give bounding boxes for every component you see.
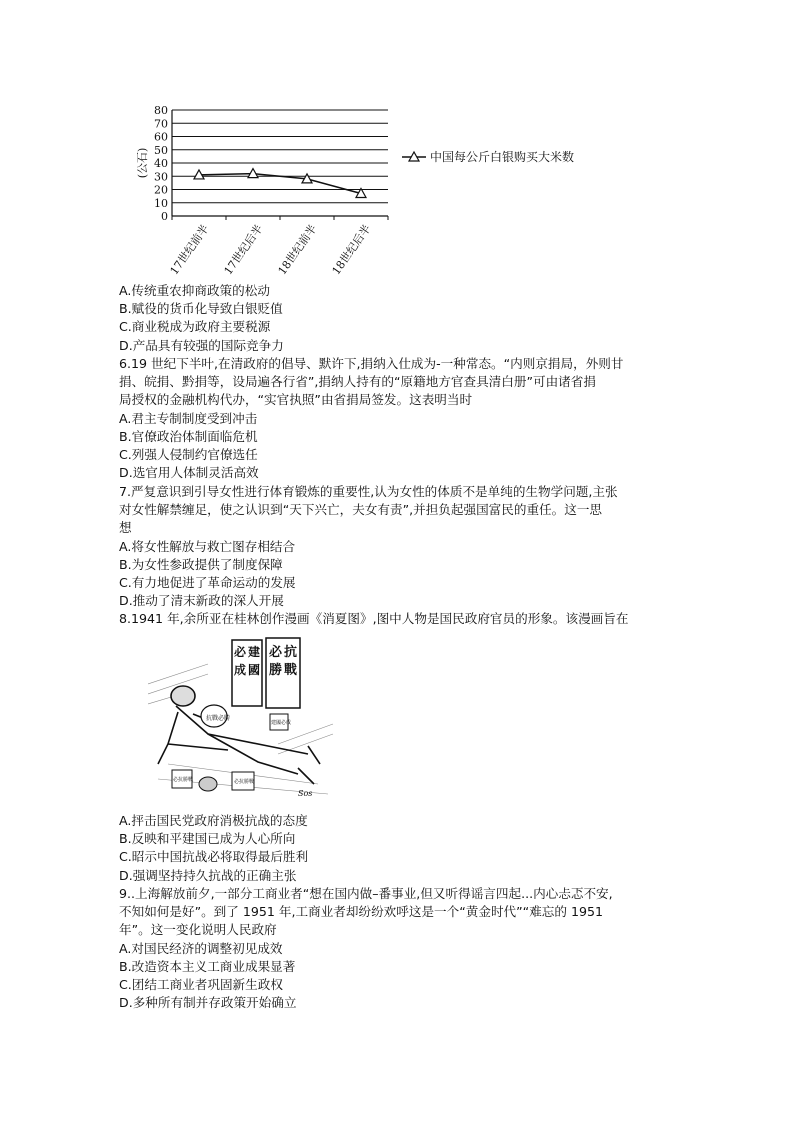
x-tick-label-3: 18世纪后半	[329, 222, 374, 278]
floor-paper-2-text: 必抗勝戰	[234, 779, 255, 785]
q7-option-b: B.为女性参政提供了制度保障	[119, 556, 283, 572]
q7-option-a: A.将女性解放与救亡图存相结合	[119, 538, 296, 554]
y-tick-label-80: 80	[154, 104, 168, 117]
rice-purchase-chart	[120, 100, 600, 280]
chart-legend	[402, 149, 574, 164]
q8-stem-line-1: 8.1941 年,余所亚在桂林创作漫画《消夏图》,图中人物是国民政府官员的形象。该漫画旨在	[119, 611, 629, 626]
y-tick-label-50: 50	[154, 143, 168, 157]
x-tick-label-2: 18世纪前半	[275, 222, 320, 278]
q9-stem-line-3: 年”。这一变化说明人民政府	[119, 922, 277, 938]
q6-option-a: A.君主专制制度受到冲击	[119, 410, 258, 426]
q7-option-d: D.推动了清末新政的深人开展	[119, 593, 284, 609]
y-tick-label-40: 40	[154, 157, 168, 170]
floor-paper-1-text: 必抗勝戰	[173, 777, 194, 783]
q9-option-c: C.团结工商业者巩固新生政权	[119, 977, 283, 993]
q9-option-a: A.对国民经济的调整初见成效	[119, 940, 283, 956]
legend-label: 中国每公斤白银购买大米数	[430, 150, 575, 164]
q8-options	[119, 812, 679, 885]
q6-stem-line-1: 6.19 世纪下半叶,在清政府的倡导、默许下,捐纳入仕成为-一种常态。“内则京捐局，外则甘	[119, 356, 624, 371]
q5-option-a: A.传统重农抑商政策的松动	[119, 283, 270, 298]
scroll-sign-1-text: 必 抗 勝 戰	[269, 645, 298, 678]
q5-option-b: B.赋役的货币化导致白银贬值	[119, 301, 283, 317]
teapot	[199, 777, 217, 791]
y-tick-label-20: 20	[154, 183, 168, 197]
q8-option-a: A.抨击国民党政府消极抗战的态度	[119, 813, 308, 828]
chart-series	[194, 169, 366, 198]
q5-options	[119, 282, 679, 355]
artist-signature: Sos	[298, 789, 313, 798]
y-tick-label-10: 10	[154, 196, 168, 210]
q8-option-c: C.昭示中国抗战必将取得最后胜利	[119, 849, 309, 865]
q6-stem-line-3: 局授权的金融机构代办，“实官执照”由省捐局签发。这表明当时	[119, 392, 473, 408]
chart-grid	[172, 110, 388, 216]
q6-option-c: C.列强人侵制约官僚选任	[119, 447, 258, 463]
q9-option-b: B.改造资本主义工商业成果显著	[119, 958, 296, 974]
q5-option-c: C.商业税成为政府主要税源	[119, 319, 271, 335]
q9-option-d: D.多种所有制并存政策开始确立	[119, 995, 297, 1011]
wall-paper-text: 建國必成	[271, 720, 292, 726]
question-9	[119, 885, 679, 1012]
q5-option-d: D.产品具有较强的国际竞争力	[119, 337, 284, 353]
fan-text: 抗戰必勝	[206, 715, 231, 722]
scroll-sign-2-text: 必 建 成 國	[234, 645, 261, 677]
q9-stem-line-1: 9..上海解放前夕,一部分工商业者“想在国内做–番事业,但又听得谣言四起...内心忐忑不安,	[119, 886, 613, 901]
q9-stem-line-2: 不知如何是好”。到了 1951 年,工商业者却纷纷欢呼这是一个“黄金时代”“难忘的 1951	[119, 904, 604, 920]
q6-option-b: B.官僚政治体制面临危机	[119, 428, 258, 444]
question-8-stem	[119, 610, 679, 628]
q6-stem-line-2: 捐、皖捐、黔捐等，设局遍各行省”,捐纳人持有的“原籍地方官查具清白册”可由诸省捐	[119, 374, 596, 390]
y-tick-label-60: 60	[154, 130, 168, 144]
q7-stem-line-2: 对女性解禁缠足，使之认识到“天下兴亡，夫女有责”,并担负起强国富民的重任。这一思	[119, 502, 603, 518]
q8-option-b: B.反映和平建国已成为人心所向	[119, 831, 296, 847]
q7-option-c: C.有力地促进了革命运动的发展	[119, 575, 296, 591]
cartoon-xiaoxiatu	[148, 634, 338, 802]
q6-option-d: D.选官用人体制灵活高效	[119, 465, 259, 481]
question-7	[119, 483, 679, 610]
x-tick-label-1: 17世纪后半	[221, 222, 266, 278]
y-tick-label-30: 30	[154, 170, 168, 184]
y-tick-label-70: 70	[154, 117, 168, 131]
q7-stem-line-3: 想	[119, 520, 132, 536]
question-6	[119, 355, 679, 482]
q7-stem-line-1: 7.严复意识到引导女性进行体育锻炼的重要性,认为女性的体质不是单纯的生物学问题,主张	[119, 484, 618, 499]
y-axis-label: (公石)	[136, 147, 149, 179]
q8-option-d: D.强调坚持持久抗战的正确主张	[119, 867, 297, 883]
y-tick-label-0: 0	[161, 210, 168, 223]
x-tick-label-0: 17世纪前半	[167, 222, 212, 278]
